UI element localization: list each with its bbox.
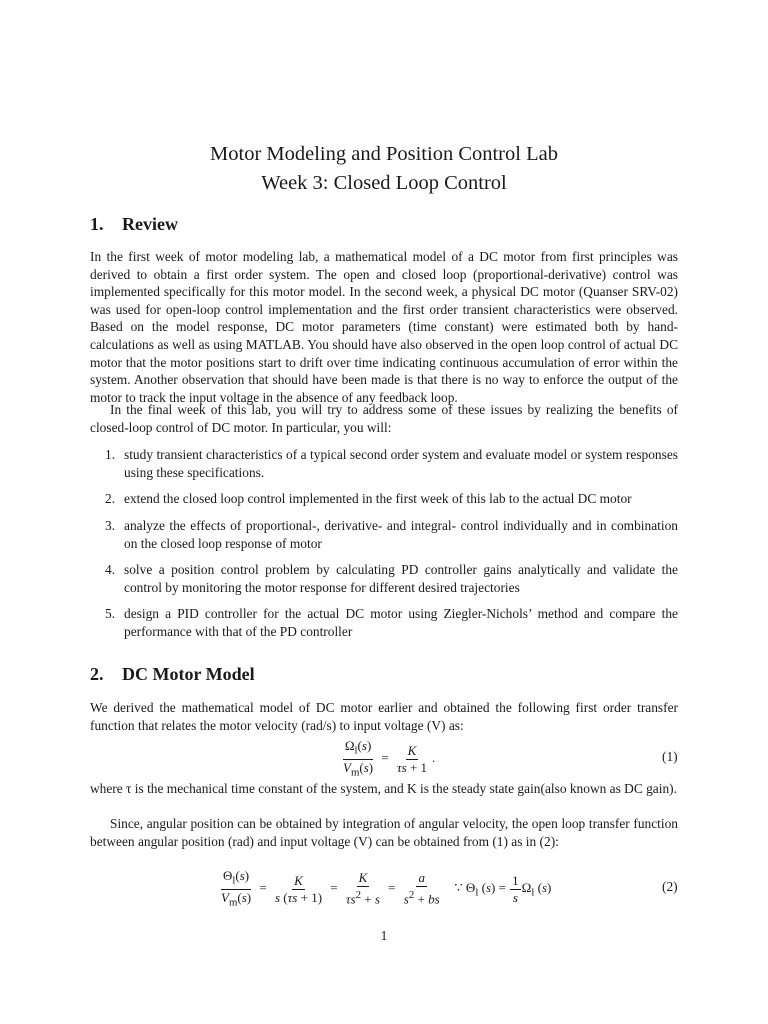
paragraph: In the final week of this lab, you will try to address some of these issues by realizing the benefits of closed-loop control of DC motor. In particular, you will: — [90, 402, 678, 435]
equation-2: $\frac{\Theta_l(s)}{V_m(s)}$ = $\frac{K}{s (\tau s + 1)}$ = $\frac{K}{\tau s^2 + s}$ = $\frac{a}{s^2 + bs}$ ∵ $\Theta_l$ (s) = $\frac{1}{s}$ $\Omega_l$ (s) — [221, 868, 552, 909]
paragraph: We derived the mathematical model of DC motor earlier and obtained the following first order transfer function that relates the motor velocity (rad/s) to input voltage (V) as: — [90, 700, 678, 733]
list-number: 2. — [105, 491, 116, 506]
document-title: Motor Modeling and Position Control Lab — [210, 143, 558, 165]
list-text: extend the closed loop control implemented in the first week of this lab to the actual DC motor — [124, 491, 632, 506]
list-text: analyze the effects of proportional-, derivative- and integral- control individually and in combination on the closed loop response of motor — [124, 518, 678, 551]
section-heading-review — [90, 212, 178, 236]
equation-1: $\frac{\Omega_l(s)}{V_m(s)}$ = $\frac{K}{\tau s + 1}$ . — [343, 738, 436, 779]
section-title: Review — [122, 214, 178, 234]
list-number: 5. — [105, 606, 116, 621]
paragraph: Since, angular position can be obtained by integration of angular velocity, the open loop transfer function between angular position (rad) and input voltage (V) can be obtained from (1) as in (2): — [90, 816, 678, 849]
paragraph: where τ is the mechanical time constant of the system, and K is the steady state gain(also known as DC gain). — [90, 781, 677, 796]
list-item — [90, 446, 678, 481]
list-text: design a PID controller for the actual DC motor using Ziegler-Nichols’ method and compare the performance with that of the PD controller — [124, 606, 678, 639]
list-number: 3. — [105, 518, 116, 533]
list-item — [90, 561, 678, 596]
list-text: solve a position control problem by calculating PD controller gains analytically and validate the control by monitoring the motor response for different desired trajectories — [124, 562, 678, 595]
list-item — [90, 490, 678, 508]
section-title: DC Motor Model — [122, 664, 255, 684]
paragraph: In the first week of motor modeling lab, a mathematical model of a DC motor from first principles was derived to obtain a first order system. The open and closed loop (proportional-derivative) control was implemented specifically for this motor model. In the second week, a physical DC motor (Quanser SRV-02) was used for open-loop control implementation and the first order transient characteristics were observed. Based on the model response, DC motor parameters (time constant) were estimated both by hand-calculations as well as using MATLAB. You should have also observed in the open loop control of actual DC motor that the motor positions start to drift over time indicating continuous accumulation of error within the system. Another observation that should have been made is that there is no way to enforce the output of the motor to track the input voltage in the absence of any feedback loop. — [90, 249, 678, 405]
section-heading-dc-motor-model — [90, 662, 255, 686]
list-number: 4. — [105, 562, 116, 577]
equation-number: (1) — [662, 749, 678, 764]
list-item — [90, 605, 678, 640]
list-number: 1. — [105, 447, 116, 462]
list-text: study transient characteristics of a typical second order system and evaluate model or system responses using these specifications. — [124, 447, 678, 480]
list-item — [90, 517, 678, 552]
document-subtitle: Week 3: Closed Loop Control — [261, 172, 507, 194]
page-number: 1 — [380, 928, 388, 943]
section-number: 1. — [90, 214, 104, 234]
section-number: 2. — [90, 664, 104, 684]
equation-number: (2) — [662, 879, 678, 894]
